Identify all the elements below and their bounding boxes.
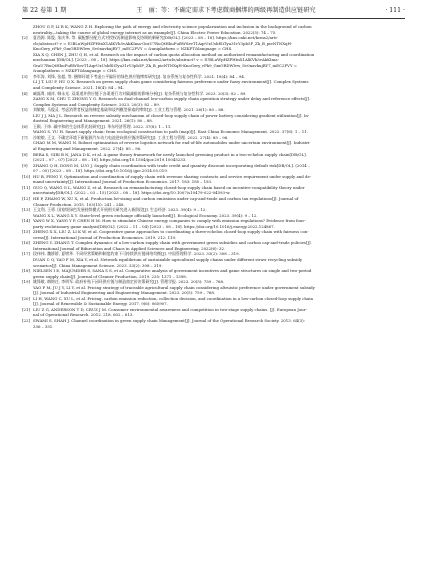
reference-entry — [22, 279, 405, 296]
reference-text-line: HU B, FENG Y. Optimization and coordination of supply chain with revenue sharing contracts and service requirement under supply and de- — [33, 173, 312, 179]
reference-text-line: 李军涛, 刘锋, 张超, 等. 捆绑环境下考虑公平偏好的绿色供应链博弈研究[J]. 复杂系统与复杂性科学. 2021. 18(4): 84 – 94. — [33, 73, 246, 79]
reference-text-line: party evolutionary game analysis[DB/OL]. (2022 – 11 – 04) [2023 – 08 – 18]. https://doi.org/10.1016/j.energy.2022.124867. — [33, 223, 275, 229]
reference-entry — [22, 91, 405, 108]
reference-text-line: 王颖, 于炜. 碳中和的生态体系比较研究[J]. 华东经济管理. 2022. 37(8): 1 – 11. — [33, 123, 172, 129]
reference-entry — [22, 74, 405, 91]
reference-text-line: uncertainty[DB/OL]. (2022 – 03 – 15) [2023 – 08 – 18]. https://doi.org/10.1007/s10479-022-04593-w. — [33, 190, 231, 196]
reference-entry — [22, 196, 405, 207]
reference-text-line: nal of Operational Research. 2012. 218. 602 – 613. — [33, 312, 134, 318]
reference-text-line: [J]. Journal of Renewable & Sustainable Energy. 2017. 9(6): 065907. — [33, 301, 168, 307]
reference-entry — [22, 307, 405, 318]
reference-number: [18] — [22, 268, 30, 274]
reference-text-line: 夏西源, 陈俊, 朱庆华, 等. 碳配额分配方式对授权再制造影响及协调机制研究[DB/OL]. [2023 – 08 – 18]. https://kns.cnki.net/kcms2/arti- — [33, 35, 278, 41]
reference-text-line: DUAN C Q, YAO F M, XIA Y, et al. Network equilibrium of sustainable agricultural supply chains under different straw recycling subsidy — [33, 256, 303, 262]
reference-text-line: ZHENG Y, ZHANG T. Complex dynamics of a low-carbon supply chain with government green subsidies and carbon cap-and-trade policies[J]. — [33, 240, 312, 246]
reference-text-line: 沙娘娘, 王文. 不确定环境下新能源汽车动力电池逆向供应链决策研究[J]. 工业工程与管理. 2022. 27(4): 85 – 96. — [33, 134, 229, 140]
reference-number: [6] — [22, 123, 28, 129]
reference-text-line: and Complexity Science. 2021. 18(4): 84 – 94. — [33, 85, 124, 91]
reference-entry — [22, 174, 405, 185]
running-header — [22, 7, 405, 19]
reference-text-line: scenarios[J]. China Management Science. 2023. 33(2): 308 – 319. — [33, 262, 163, 268]
reference-text-line: YAO F M, JU J Y, LI Y, et al. Pricing strategy of traceable agricultural supply chain considering altruistic preference under government subsidy — [33, 284, 315, 290]
reference-text-line: LI J T, LIU F, HU Q X. Research on green supply chain game considering fairness preference under fuzzy environment[J]. Complex Systems — [33, 79, 309, 85]
reference-entry — [22, 218, 405, 229]
reference-text-line: 刘敏敏, 马俊灵. 考虑消费者权益的制度基础和谈判模型探索的博弈[J]. 工业工程与管理. 2021. 26(1): 80 – 88. — [33, 107, 225, 113]
reference-number: [11] — [22, 184, 30, 190]
reference-text-line: ZHENG X X, LIU Z, LI K W, et al. Cooperative game approaches to coordinating a three-echelon closed-loop supply chain with fairness con- — [33, 229, 309, 235]
reference-text-line: NIELSEN I E, MAJUMDER S, SANA S S, et al. Comparative analysis of government incentives and game structures on single and two-period — [33, 268, 312, 274]
reference-text-line: mechanism [DB/OL]. [2023 – 08 – 18]. https://kns.cnki.net/kcms2/article/abstract? v = IUBLuWpHZPHtnX1AlKVh5vAkKIma- — [33, 57, 279, 63]
reference-text-line: LIU Z G, ANDERSON T D, CRUZ J M. Consumer environmental awareness and competition in two-stage supply chains. [J]. European Jour- — [33, 306, 307, 312]
reference-text-line: ZHOU G P, LI R K, WANG Z H. Exploring the path of energy and electricity science popularization and inclusion in the background of carbon — [33, 24, 312, 29]
reference-number: [3] — [22, 73, 28, 79]
reference-text-line: YANG W X, YANG Y P, CHEN H M. How to stimulate Chinese energy companies to comply with emission regulations? Evidence from four- — [33, 218, 306, 224]
reference-entry — [22, 240, 405, 251]
reference-text-line: 臧磊粤, 储祥, 韩永光. 双渠道并供应链下各渠道行为对碳减排的影响分析[J]. 复杂系统与复杂性科学. 2023. 20(3): 82 – 89. — [33, 90, 247, 96]
reference-entry — [22, 185, 405, 196]
reference-number: [2] — [22, 35, 28, 41]
reference-text-line: cerns[J]. International Journal of Production Economics. 2019. 212: 119. — [33, 234, 177, 240]
issue-label: 第 22 卷第 1 期 — [22, 7, 67, 14]
reference-text-line: Cleaner Production. 2015. 103(15): 241 – 248. — [33, 201, 125, 207]
reference-text-line: &uniplatform = NZKPT&language = CHS. — [33, 68, 118, 74]
reference-number: [15] — [22, 229, 30, 235]
reference-number: [12] — [22, 195, 30, 201]
reference-text-line: 姚锋敏, 梅锦迁, 李明军. 政府补贴下闭环供应链与制造商定价决策研究[J]. 管理学报. 2023. 20(5): 759 – 768. — [33, 279, 225, 285]
reference-entry — [22, 24, 405, 35]
reference-entry — [22, 296, 405, 307]
page-number: · 111 · — [385, 7, 405, 14]
reference-text-line: neutrality—taking the course of global energy internet as an example[J]. China Electric Power Education. 2022(5): 74 – 75. — [33, 29, 277, 35]
reference-text-line: LI H, WANG C, XU L, et al. Pricing, carbon emission reduction, collection decision, and coordination in a low-carbon closed-loop supply chain — [33, 295, 313, 301]
reference-entry — [22, 207, 405, 218]
reference-text-line: dustrial Engineering and Management. 2021. 26(1): 80 – 88. — [33, 118, 153, 124]
reference-number: [21] — [22, 306, 30, 312]
reference-number: [17] — [22, 251, 30, 257]
reference-text-line: green supply chain[J]. Journal of Cleaner Production. 2019. 235: 1371 – 1398. — [33, 273, 187, 279]
reference-entry — [22, 229, 405, 240]
reference-text-line: GUO Q, WANG G L, WANG Z, et al. Research on remanufacturing closed-loop supply chain based on incentive-compatibility theory under — [33, 184, 305, 190]
reference-entry — [22, 135, 405, 152]
reference-text-line: [J]. Journal of Industrial Engineering and Engineering Management. 2023. 20(5): 759 – 768. — [33, 290, 216, 296]
reference-entry — [22, 35, 405, 74]
reference-text-line: HE P, ZHANG W, XU X, et al. Production lot-sizing and carbon emissions under cap-and-trade and carbon tax regulations[J]. Journal of — [33, 195, 299, 201]
reference-text-line: 王文利, 王勇. 国家级绿色发展持续模式开展相关研究进入新阶段[J]. 生态经济. 2023. 39(4): 9 – 12. — [33, 207, 207, 213]
reference-text-line: mand uncertainty[J]. International Journal of Production Economics. 2017. 183: 185 – 193. — [33, 179, 213, 185]
reference-number: [19] — [22, 279, 30, 285]
reference-text-line: 段伟伟, 魏娇娇, 夏增华. 不同经营策略和制度约束下可持续供应链网络均衡[J]. 中国管理科学. 2023. 33(2): 308 – 319. — [33, 251, 240, 257]
reference-entry — [22, 163, 405, 174]
reference-number: [9] — [22, 162, 28, 168]
reference-text-line: 336 – 351. — [33, 323, 54, 329]
reference-number: [20] — [22, 295, 30, 301]
reference-text-line: ZANG X M, CHU T, ZHONG Y G. Research on dual-channel low-carbon supply chain operation strategy under delay and reference effects[J]. — [33, 96, 311, 102]
reference-entry — [22, 107, 405, 124]
reference-text-line: ZHANG Q H, DONG M, LUO J. Supply chain coordination with trade credit and quantity discount incorporating default risk[DB/OL]. (2014 – — [33, 162, 310, 168]
reference-text-line: XIA X Q, CHEN J, ZHU Q H, et al. Research on the impact of carbon quota allocation method on authorized remanufacturing and coordination — [33, 51, 315, 57]
reference-text-line: CHAO M M, WANG N. Robust optimization of reverse logistics network for end-of-life automobiles under uncertain environment[J]. Industri- — [33, 140, 311, 146]
running-title: 王 丽：等：不确定需求下考虑微商捆绑的两级再制造供应链研究 — [136, 7, 316, 14]
reference-number: [10] — [22, 173, 30, 179]
reference-text-line: KnoGery_rPk9_GmORDWlvw_Sv0navkujRY7_mEC2FVY = &uniplatform = NZKPT&language = CHS. — [33, 46, 233, 52]
reference-text-line: cle/abstract? v = IUBLuWpHZPHtnX1AlKVh5vAkKIma-GraU7RuQtHhuFuBWSevT1AqrUxUshfSiTyu31rY3pb5P_Zk_B_pieNTNXqH- — [33, 40, 293, 46]
reference-number: [7] — [22, 134, 28, 140]
reference-number: [13] — [22, 207, 30, 213]
reference-text-line: WANG S, YU H. Smart supply chain: from ecological construction to path (map)[J]. East China Economic Management. 2022. 37(8): 1 – 11. — [33, 129, 308, 135]
reference-text-line: International Journal of Bifurcation and Chaos in Applied Sciences and Engineering. 2022(6): 32. — [33, 245, 226, 251]
reference-text-line: WANG X L, WANG X Y. State-level green exchange officially launched[J]. Ecological Economy. 2023. 39(4): 9 – 12. — [33, 212, 258, 218]
reference-text-line: al Engineering and Management. 2022. 27(4): 85 – 96. — [33, 146, 142, 152]
reference-text-line: LIU J J, MA J L. Research on reverse subsidy mechanism of closed-loop supply chain of power battery considering gradient utilization[J]. In- — [33, 112, 310, 118]
reference-number: [8] — [22, 151, 28, 157]
reference-entry — [22, 124, 405, 135]
reference-list — [22, 24, 405, 329]
reference-number: [16] — [22, 240, 30, 246]
reference-entry — [22, 152, 405, 163]
reference-text-line: (2021 – 07 – 07) [2023 – 08 – 18]. https://doi.org/10.1504/ijor.2019.10045233. — [33, 157, 187, 163]
reference-text-line: 07 – 05) [2023 – 08 – 18]. https://doi.org/10.1016/j.ijpe.2014.05.019. — [33, 168, 168, 174]
reference-number: [4] — [22, 90, 28, 96]
reference-entry — [22, 318, 405, 329]
reference-text-line: SWAMI S, SHAH J. Channel coordination in green supply chain Management[J]. Journal of the Operational Research Society. 2013. 64(3): — [33, 317, 305, 323]
reference-text-line: GraU7RuQtHhuFuBWSevT1AqrUxUshfSiTyu31rY3pb5P_Zk_B_pieNTNXqH-KnoGery_rPk9_GmORDWlvw_Sv0navkujRY7_mEC2FVY = — [33, 62, 298, 68]
reference-number: [22] — [22, 317, 30, 323]
reference-number: [5] — [22, 107, 28, 113]
reference-number: [14] — [22, 218, 30, 224]
reference-text-line: Complex Systems and Complexity Science. 2023. 20(3): 82 – 89. — [33, 101, 160, 107]
reference-entry — [22, 268, 405, 279]
reference-text-line: BERA S, GIRI B N, JANA D K, et al. A game theory framework for newly launched greening product in a two-echelon supply chain[DB/OL]. — [33, 151, 307, 157]
reference-entry — [22, 251, 405, 268]
